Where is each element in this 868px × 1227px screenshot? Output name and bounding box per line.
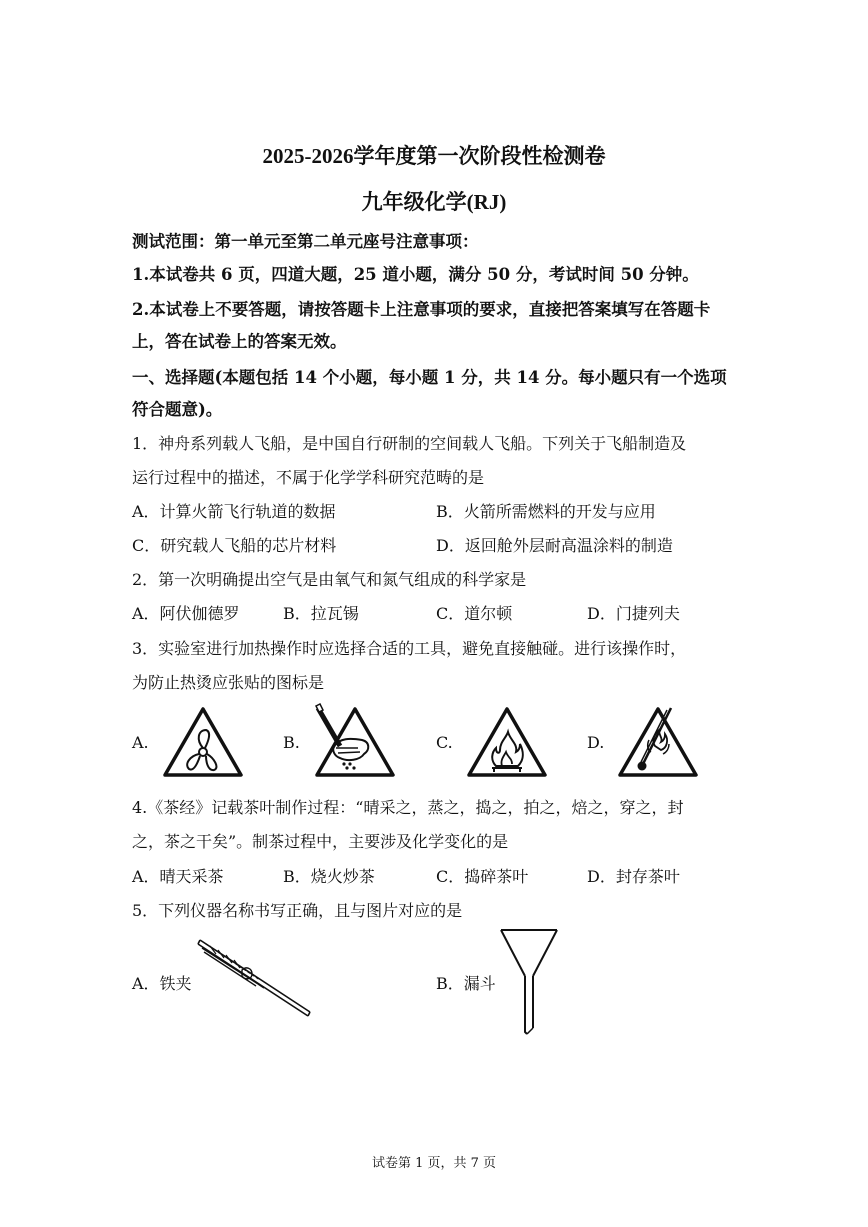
question-2: 2．第一次明确提出空气是由氧气和氮气组成的科学家是 <box>132 570 527 589</box>
question-3: 3．实验室进行加热操作时应选择合适的工具，避免直接触碰。进行该操作时， <box>132 639 687 658</box>
q4-option-a[interactable]: A．晴天采茶 <box>132 867 224 886</box>
flame-warning-icon <box>466 706 548 778</box>
question-4: 4.《茶经》记载茶叶制作过程：“晴采之，蒸之，捣之，拍之，焙之，穿之，封 <box>132 798 684 817</box>
page-title: 2025-2026学年度第一次阶段性检测卷 <box>262 144 606 168</box>
question-4-cont: 之，茶之干矣”。制茶过程中，主要涉及化学变化的是 <box>132 832 509 851</box>
q1-option-c[interactable]: C．研究载人飞船的芯片材料 <box>132 536 337 555</box>
q2-option-a[interactable]: A．阿伏伽德罗 <box>132 604 240 623</box>
test-scope: 测试范围：第一单元至第二单元座号注意事项： <box>132 232 479 251</box>
q1-option-a[interactable]: A．计算火箭飞行轨道的数据 <box>132 502 336 521</box>
q3-option-d[interactable]: D. <box>587 733 605 752</box>
q3-option-a[interactable]: A. <box>132 733 149 752</box>
hand-warning-icon <box>314 706 396 778</box>
q4-option-c[interactable]: C．捣碎茶叶 <box>436 867 529 886</box>
lighter-warning-icon <box>617 706 699 778</box>
section-heading: 一、选择题(本题包括 14 个小题，每小题 1 分，共 14 分。每小题只有一个选项 <box>132 368 727 387</box>
page-footer: 试卷第 1 页，共 7 页 <box>371 1156 497 1171</box>
question-1: 1．神舟系列载人飞船，是中国自行研制的空间载人飞船。下列关于飞船制造及 <box>132 434 687 453</box>
q5-option-a[interactable]: A．铁夹 <box>132 974 192 993</box>
q4-option-b[interactable]: B．烧火炒茶 <box>283 867 375 886</box>
clamp-icon <box>196 938 314 1020</box>
q3-option-c[interactable]: C. <box>436 733 453 752</box>
q2-option-d[interactable]: D．门捷列夫 <box>587 604 680 623</box>
q1-option-d[interactable]: D．返回舱外层耐高温涂料的制造 <box>436 536 673 555</box>
question-1-cont: 运行过程中的描述，不属于化学学科研究范畴的是 <box>132 468 485 487</box>
funnel-icon <box>498 928 560 1036</box>
note-2-cont: 上，答在试卷上的答案无效。 <box>132 332 347 351</box>
q4-option-d[interactable]: D．封存茶叶 <box>587 867 680 886</box>
q2-option-b[interactable]: B．拉瓦锡 <box>283 604 359 623</box>
fan-warning-icon <box>162 706 244 778</box>
note-2: 2.本试卷上不要答题，请按答题卡上注意事项的要求，直接把答案填写在答题卡 <box>132 300 711 319</box>
question-3-cont: 为防止热烫应张贴的图标是 <box>132 673 325 692</box>
question-5: 5．下列仪器名称书写正确，且与图片对应的是 <box>132 901 463 920</box>
section-heading-cont: 符合题意)。 <box>132 400 223 419</box>
q5-option-b[interactable]: B．漏斗 <box>436 974 496 993</box>
q3-option-b[interactable]: B. <box>283 733 300 752</box>
page-subtitle: 九年级化学(RJ) <box>361 190 507 214</box>
q2-option-c[interactable]: C．道尔顿 <box>436 604 513 623</box>
note-1: 1.本试卷共 6 页，四道大题，25 道小题，满分 50 分，考试时间 50 分钟。 <box>132 265 699 284</box>
q1-option-b[interactable]: B．火箭所需燃料的开发与应用 <box>436 502 656 521</box>
